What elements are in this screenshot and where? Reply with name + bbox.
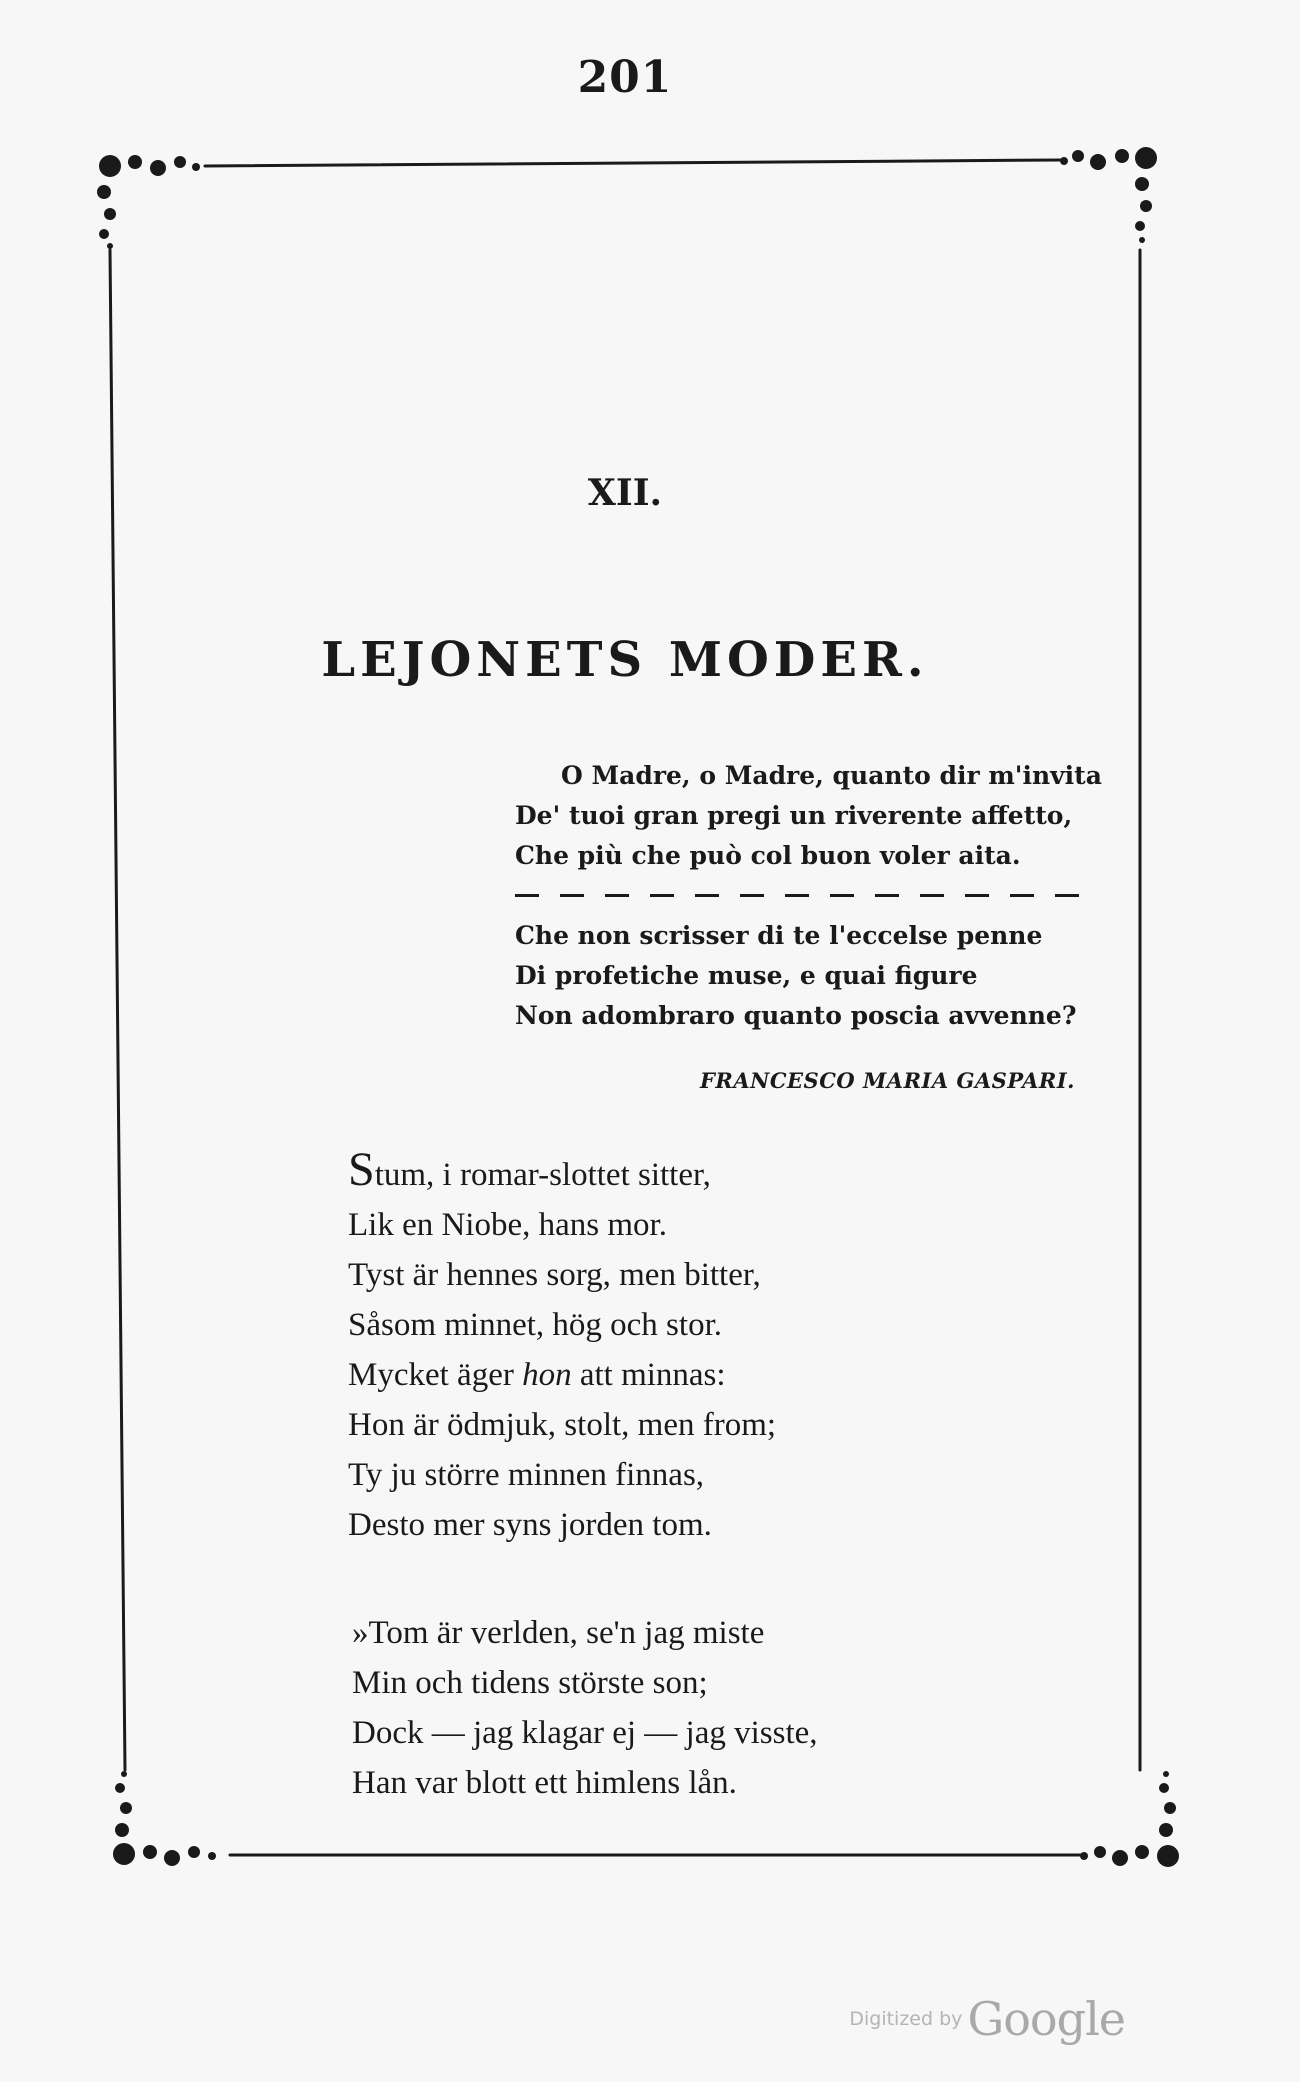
epigraph-line: Di profetiche muse, e quai figure <box>515 961 978 990</box>
epigraph-dashes <box>515 876 1105 916</box>
corner-ornament-bottom-left <box>113 1771 216 1866</box>
poem-line <box>348 1350 776 1400</box>
poem-line: Dock — jag klagar ej — jag visste, <box>352 1715 818 1751</box>
epigraph-attribution: FRANCESCO MARIA GASPARI. <box>699 1068 1075 1093</box>
watermark-brand: Google <box>967 1992 1125 2046</box>
poem-line: »Tom är verlden, se'n jag miste <box>352 1615 765 1651</box>
emphasis: hon <box>522 1357 572 1393</box>
poem-line: Min och tidens störste son; <box>352 1665 708 1701</box>
poem-line-text: tum, i romar-slottet sitter, <box>374 1157 711 1193</box>
poem-line: Hon är ödmjuk, stolt, men from; <box>348 1407 777 1443</box>
corner-ornament-top-right <box>1060 147 1157 243</box>
poem-line-text: att minnas: <box>571 1357 726 1393</box>
watermark-prefix: Digitized by <box>849 2008 963 2030</box>
poem-line: Ty ju större minnen finnas, <box>348 1457 705 1493</box>
epigraph-line: O Madre, o Madre, quanto dir m'invita <box>561 761 1102 790</box>
corner-ornament-bottom-right <box>1080 1771 1179 1867</box>
epigraph-line: Non adombraro quanto poscia avvenne? <box>515 1001 1077 1030</box>
poem-line: Han var blott ett himlens lån. <box>352 1765 737 1801</box>
page-number: 201 <box>577 52 673 103</box>
epigraph <box>515 756 1105 1036</box>
poem-stanza-2 <box>352 1608 818 1808</box>
corner-ornament-top-left <box>97 155 200 249</box>
poem-line-text: Mycket äger <box>348 1357 523 1393</box>
frame-top-line <box>205 160 1060 166</box>
drop-cap: S <box>348 1143 375 1196</box>
poem-line: Desto mer syns jorden tom. <box>348 1507 712 1543</box>
chapter-number: XII. <box>587 472 663 514</box>
epigraph-line: Che non scrisser di te l'eccelse penne <box>515 921 1043 950</box>
poem-line <box>348 1143 776 1200</box>
poem-line: Tyst är hennes sorg, men bitter, <box>348 1257 761 1293</box>
poem-line: Lik en Niobe, hans mor. <box>348 1207 667 1243</box>
epigraph-line: Che più che può col buon voler aita. <box>515 841 1021 870</box>
poem-line: Såsom minnet, hög och stor. <box>348 1307 722 1343</box>
poem-title: LEJONETS MODER. <box>321 632 929 688</box>
poem-stanza-1 <box>348 1143 777 1550</box>
digitized-watermark <box>849 1992 1125 2046</box>
epigraph-line: De' tuoi gran pregi un riverente affetto, <box>515 801 1073 830</box>
